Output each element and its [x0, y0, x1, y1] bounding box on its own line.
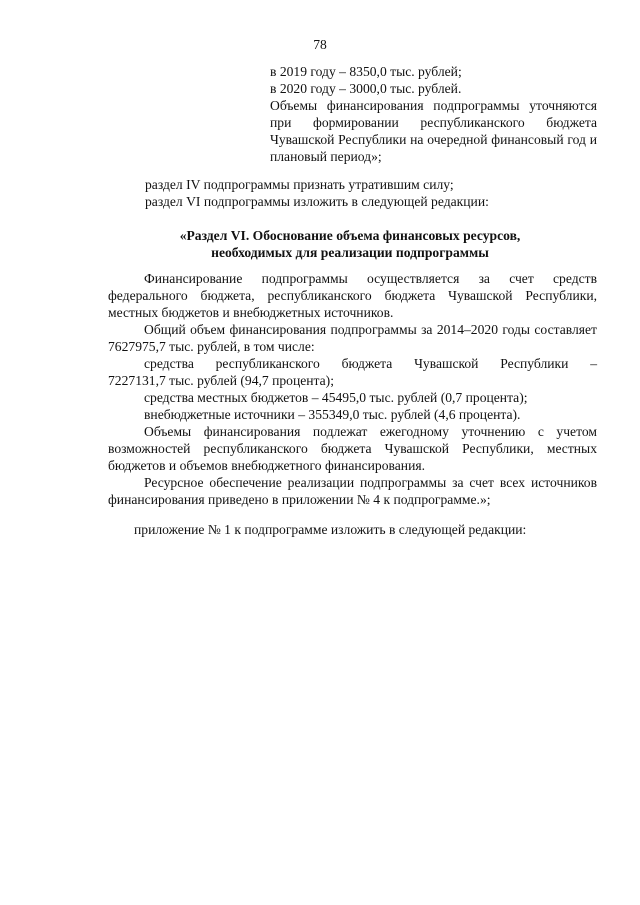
paragraph-resource-support: Ресурсное обеспечение реализации подпрограммы за счет всех источников финансирования приведено в приложении № 4 к подпрограмме.»;	[108, 475, 597, 507]
body-text	[108, 270, 597, 508]
paragraph-financing-sources: Финансирование подпрограммы осуществляется за счет средств федерального бюджета, республиканского бюджета Чувашской Республики, местных бюджетов и внебюджетных источников.	[108, 271, 597, 320]
quote-block	[270, 63, 597, 165]
paragraph-annual-adjustment: Объемы финансирования подлежат ежегодному уточнению с учетом возможностей республиканского бюджета Чувашской Республики, местных бюджетов и объемов внебюджетного финансирования.	[108, 424, 597, 473]
paragraph-republican-budget-amount: 7227131,7 тыс. рублей (94,7 процента);	[108, 373, 334, 388]
paragraph-extrabudgetary: внебюджетные источники – 355349,0 тыс. рублей (4,6 процента).	[144, 407, 521, 422]
section-title-line-1: «Раздел VI. Обоснование объема финансовых ресурсов,	[179, 228, 521, 243]
section-title	[100, 227, 600, 261]
section-title-line-2: необходимых для реализации подпрограммы	[211, 245, 489, 260]
instruction-section-iv: раздел IV подпрограммы признать утратившим силу;	[145, 177, 454, 192]
instruction-section-vi: раздел VI подпрограммы изложить в следующей редакции:	[145, 194, 489, 209]
page-number: 78	[313, 37, 327, 52]
quote-line-2020: в 2020 году – 3000,0 тыс. рублей.	[270, 81, 462, 96]
paragraph-republican-budget: средства республиканского бюджета Чувашской Республики –	[144, 356, 597, 371]
paragraph-local-budgets: средства местных бюджетов – 45495,0 тыс. рублей (0,7 процента);	[144, 390, 528, 405]
paragraph-total-volume: Общий объем финансирования подпрограммы за 2014–2020 годы составляет 7627975,7 тыс. рублей, в том числе:	[108, 322, 597, 354]
final-instruction: приложение № 1 к подпрограмме изложить в следующей редакции:	[134, 522, 527, 537]
instructions	[145, 176, 605, 210]
quote-paragraph: Объемы финансирования подпрограммы уточняются при формировании республиканского бюджета Чувашской Республики на очередной финансовый год и плановый период»;	[270, 98, 597, 164]
quote-line-2019: в 2019 году – 8350,0 тыс. рублей;	[270, 64, 462, 79]
